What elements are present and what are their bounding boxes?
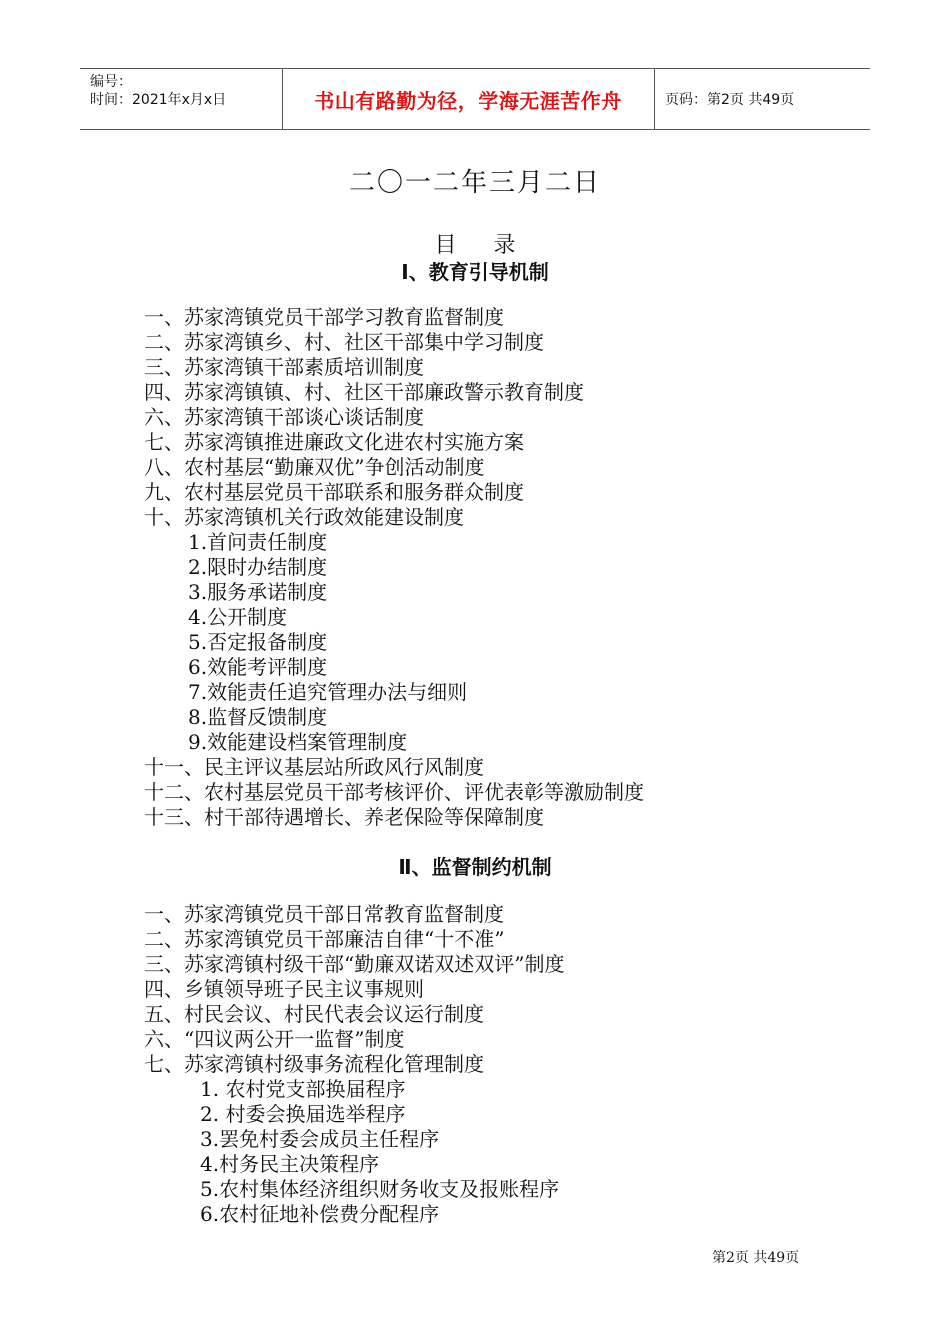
date-title: 二〇一二年三月二日 [348,168,601,198]
toc-item[interactable]: 十二、农村基层党员干部考核评价、评优表彰等激励制度 [144,780,644,804]
toc-item[interactable]: 二、苏家湾镇乡、村、社区干部集中学习制度 [144,330,544,354]
toc-item[interactable]: 一、苏家湾镇党员干部日常教育监督制度 [144,902,504,926]
motto: 书山有路勤为径，学海无涯苦作舟 [314,88,622,113]
page-header [80,68,870,130]
toc-subitem[interactable]: 8.监督反馈制度 [188,705,328,729]
toc-subitem[interactable]: 9.效能建设档案管理制度 [188,730,408,754]
number-label: 编号： [90,74,132,90]
toc-item[interactable]: 七、苏家湾镇村级事务流程化管理制度 [144,1052,484,1076]
toc-subitem[interactable]: 1.首问责任制度 [188,530,328,554]
toc-item[interactable]: 七、苏家湾镇推进廉政文化进农村实施方案 [144,430,524,454]
toc-subitem[interactable]: 3.服务承诺制度 [188,580,328,604]
toc-item[interactable]: 四、苏家湾镇镇、村、社区干部廉政警示教育制度 [144,380,584,404]
toc-item[interactable]: 三、苏家湾镇干部素质培训制度 [144,355,424,379]
toc-subitem[interactable]: 1. 农村党支部换届程序 [200,1077,406,1101]
toc-item[interactable]: 四、乡镇领导班子民主议事规则 [144,977,424,1001]
toc-item[interactable]: 八、农村基层“勤廉双优”争创活动制度 [144,455,485,479]
toc-subitem[interactable]: 3.罢免村委会成员主任程序 [200,1127,440,1151]
toc-item[interactable]: 十三、村干部待遇增长、养老保险等保障制度 [144,805,544,829]
section-1-title: Ⅰ、教育引导机制 [401,260,549,284]
time-label: 时间：2021年x月x日 [90,92,227,108]
toc-item[interactable]: 二、苏家湾镇党员干部廉洁自律“十不准” [144,927,505,951]
page-info: 页码：第2页 共49页 [665,92,795,108]
header-page-cell [655,69,870,129]
toc-subitem[interactable]: 7.效能责任追究管理办法与细则 [188,680,468,704]
toc-subitem[interactable]: 5.农村集体经济组织财务收支及报账程序 [200,1177,560,1201]
toc-item[interactable]: 十、苏家湾镇机关行政效能建设制度 [144,505,464,529]
toc-item[interactable]: 九、农村基层党员干部联系和服务群众制度 [144,480,524,504]
toc-subitem[interactable]: 2.限时办结制度 [188,555,328,579]
section-2-title: Ⅱ、监督制约机制 [398,855,552,879]
toc-subitem[interactable]: 6.农村征地补偿费分配程序 [200,1202,440,1226]
header-motto-cell [282,69,655,129]
toc-subitem[interactable]: 5.否定报备制度 [188,630,328,654]
section-2-list [144,902,564,1227]
toc-item[interactable]: 六、苏家湾镇干部谈心谈话制度 [144,405,424,429]
toc-title: 目 录 [434,233,516,258]
header-meta [80,69,283,129]
toc-subitem[interactable]: 4.村务民主决策程序 [200,1152,380,1176]
toc-subitem[interactable]: 6.效能考评制度 [188,655,328,679]
toc-item[interactable]: 三、苏家湾镇村级干部“勤廉双诺双述双评”制度 [144,952,565,976]
section-1-list [144,305,644,830]
toc-item[interactable]: 六、“四议两公开一监督”制度 [144,1027,405,1051]
toc-item[interactable]: 一、苏家湾镇党员干部学习教育监督制度 [144,305,504,329]
toc-item[interactable]: 十一、民主评议基层站所政风行风制度 [144,755,484,779]
toc-subitem[interactable]: 4.公开制度 [188,605,288,629]
toc-item[interactable]: 五、村民会议、村民代表会议运行制度 [144,1002,484,1026]
page-footer: 第2页 共49页 [712,1250,800,1266]
toc-subitem[interactable]: 2. 村委会换届选举程序 [200,1102,406,1126]
